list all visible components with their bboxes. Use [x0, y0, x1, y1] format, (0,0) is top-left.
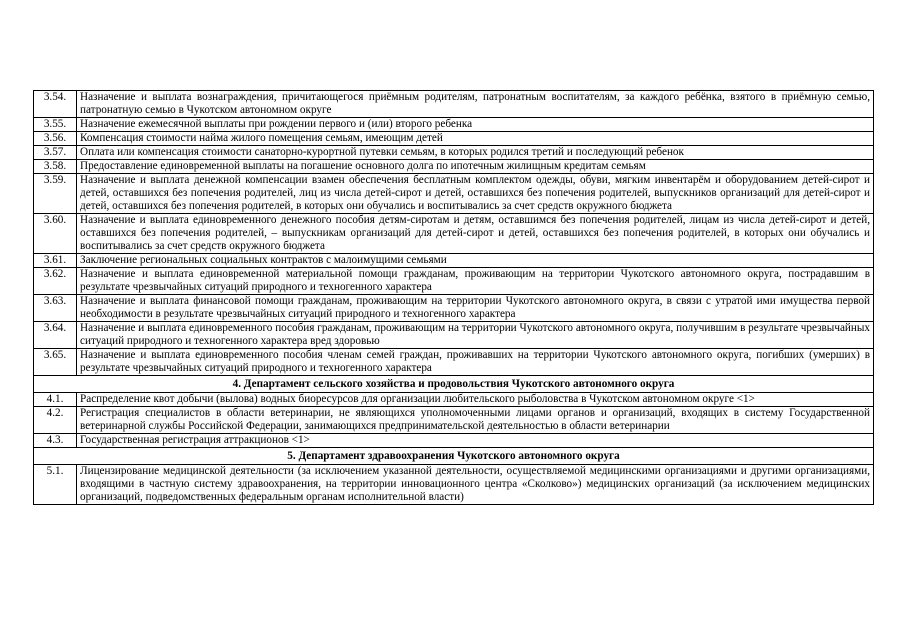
table-row [34, 254, 874, 268]
table-row [34, 214, 874, 254]
service-description: Лицензирование медицинской деятельности (за исключением указанной деятельности, осуществляемой медицинскими организациями и другими организациями, входящими в частную систему здравоохранения, на территории инновационного центра «Сколково») медицинских организаций (за исключением медицинских организаций, подведомственных федеральным органам исполнительной власти) [77, 465, 874, 505]
service-description: Назначение и выплата единовременной материальной помощи гражданам, проживающим на территории Чукотского автономного округа, пострадавшим в результате чрезвычайных ситуаций природного и техногенного характера [77, 268, 874, 295]
table-row [34, 132, 874, 146]
section-title: 5. Департамент здравоохранения Чукотского автономного округа [34, 448, 874, 465]
table-row [34, 434, 874, 448]
row-number: 3.54. [34, 91, 77, 118]
table-row [34, 407, 874, 434]
row-number: 3.62. [34, 268, 77, 295]
table-row [34, 174, 874, 214]
service-description: Регистрация специалистов в области ветеринарии, не являющихся уполномоченными лицами органов и организаций, входящих в систему Государственной ветеринарной службы Российской Федерации, занимающихся предпринимательской деятельностью в области ветеринарии [77, 407, 874, 434]
service-description: Распределение квот добычи (вылова) водных биоресурсов для организации любительского рыболовства в Чукотском автономном округе <1> [77, 393, 874, 407]
service-description: Заключение региональных социальных контрактов с малоимущими семьями [77, 254, 874, 268]
services-table [33, 90, 874, 505]
section-title: 4. Департамент сельского хозяйства и продовольствия Чукотского автономного округа [34, 376, 874, 393]
row-number: 3.61. [34, 254, 77, 268]
table-row [34, 295, 874, 322]
section-header-row [34, 448, 874, 465]
service-description: Назначение и выплата единовременного пособия членам семей граждан, проживавших на территории Чукотского автономного округа, погибших (умерших) в результате чрезвычайных ситуаций природного и техногенного характера [77, 349, 874, 376]
table-row [34, 118, 874, 132]
service-description: Назначение ежемесячной выплаты при рождении первого и (или) второго ребенка [77, 118, 874, 132]
row-number: 3.64. [34, 322, 77, 349]
service-description: Назначение и выплата вознаграждения, причитающегося приёмным родителям, патронатным воспитателям, за каждого ребёнка, взятого в приёмную семью, патронатную семью в Чукотском автономном округе [77, 91, 874, 118]
service-description: Назначение и выплата денежной компенсации взамен обеспечения бесплатным комплектом одежды, обуви, мягким инвентарём и оборудованием детей-сирот и детей, оставшихся без попечения родителей, лиц из числа детей-сирот и детей, оставшихся без попечения родителей, выпускников организаций для детей-сирот и детей, оставшихся без попечения родителей, в которых они обучались и воспитывались за счет средств окружного бюджета [77, 174, 874, 214]
table-row [34, 349, 874, 376]
table-row [34, 322, 874, 349]
row-number: 5.1. [34, 465, 77, 505]
row-number: 3.63. [34, 295, 77, 322]
service-description: Предоставление единовременной выплаты на погашение основного долга по ипотечным жилищным кредитам семьям [77, 160, 874, 174]
table-row [34, 268, 874, 295]
section-header-row [34, 376, 874, 393]
service-description: Компенсация стоимости найма жилого помещения семьям, имеющим детей [77, 132, 874, 146]
table-row [34, 393, 874, 407]
table-row [34, 160, 874, 174]
row-number: 3.59. [34, 174, 77, 214]
service-description: Назначение и выплата единовременного пособия гражданам, проживающим на территории Чукотского автономного округа, получившим в результате чрезвычайных ситуаций природного и техногенного характера вред здоровью [77, 322, 874, 349]
table-row [34, 146, 874, 160]
row-number: 4.2. [34, 407, 77, 434]
row-number: 3.58. [34, 160, 77, 174]
row-number: 3.65. [34, 349, 77, 376]
row-number: 3.55. [34, 118, 77, 132]
service-description: Назначение и выплата финансовой помощи гражданам, проживающим на территории Чукотского автономного округа, в связи с утратой ими имущества первой необходимости в результате чрезвычайных ситуаций природного и техногенного характера [77, 295, 874, 322]
row-number: 4.3. [34, 434, 77, 448]
row-number: 3.57. [34, 146, 77, 160]
service-description: Назначение и выплата единовременного денежного пособия детям-сиротам и детям, оставшимся без попечения родителей, лицам из числа детей-сирот и детей, оставшихся без попечения родителей, – выпускникам организаций для детей-сирот и детей, оставшихся без попечения родителей, в которых они обучались и воспитывались за счет средств окружного бюджета [77, 214, 874, 254]
table-row [34, 465, 874, 505]
table-row [34, 91, 874, 118]
service-description: Государственная регистрация аттракционов <1> [77, 434, 874, 448]
row-number: 3.56. [34, 132, 77, 146]
service-description: Оплата или компенсация стоимости санаторно-курортной путевки семьям, в которых родился третий и последующий ребенок [77, 146, 874, 160]
row-number: 4.1. [34, 393, 77, 407]
row-number: 3.60. [34, 214, 77, 254]
